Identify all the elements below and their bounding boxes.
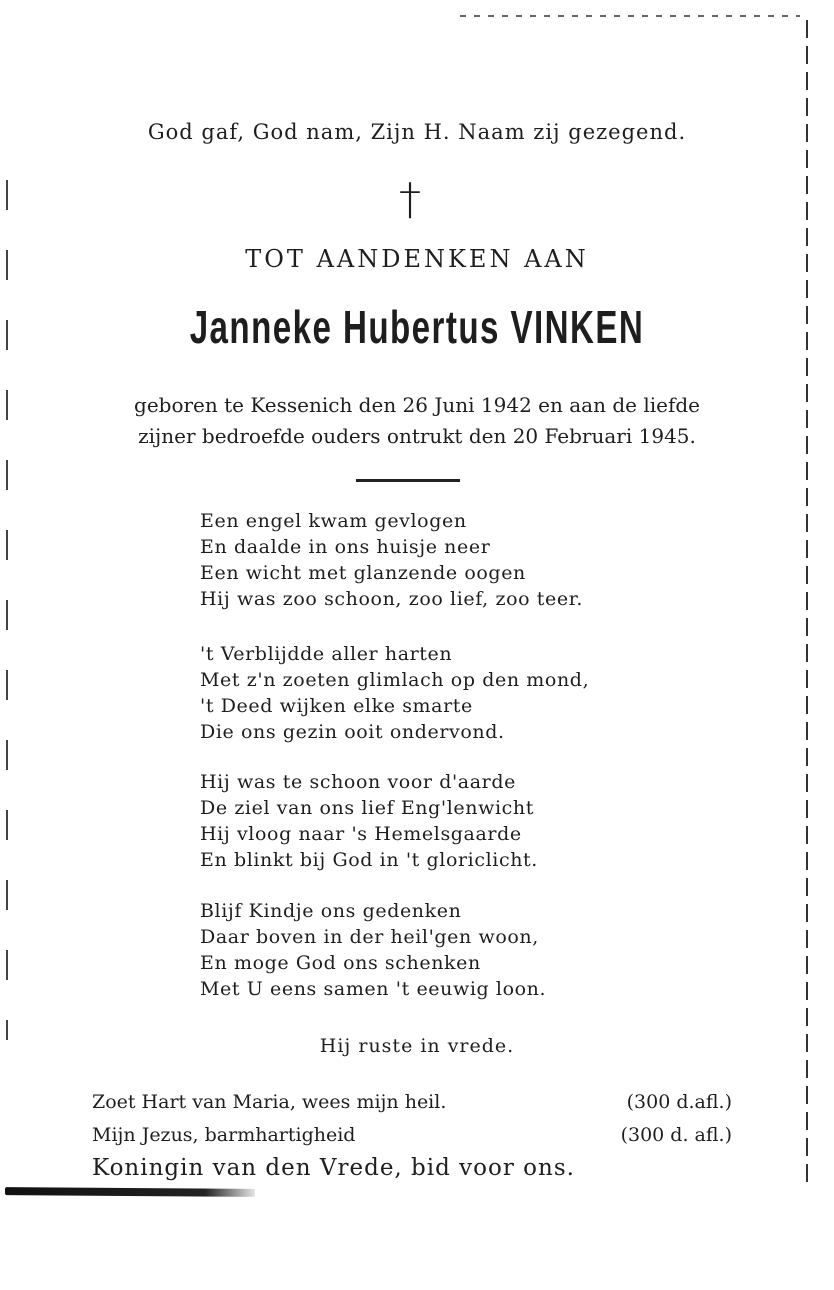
poem-line: Blijf Kindje ons gedenken (200, 900, 462, 922)
prayer-text: Zoet Hart van Maria, wees mijn heil. (92, 1091, 447, 1113)
poem-line: De ziel van ons lief Eng'lenwicht (200, 797, 534, 819)
bio-line-1: geboren te Kessenich den 26 Juni 1942 en aan de liefde (134, 393, 700, 417)
poem-line: Met U eens samen 't eeuwig loon. (200, 978, 547, 1000)
poem-line: Hij was te schoon voor d'aarde (200, 771, 516, 793)
motto: God gaf, God nam, Zijn H. Naam zij gezegend. (147, 120, 687, 144)
poem-line: En blinkt bij God in 't gloriclicht. (200, 849, 538, 871)
poem-line: En moge God ons schenken (200, 952, 481, 974)
memorial-heading: TOT AANDENKEN AAN (245, 245, 589, 273)
deceased-name: Janneke Hubertus VINKEN (189, 301, 645, 353)
poem-line: En daalde in ons huisje neer (200, 536, 491, 558)
poem-line: Een engel kwam gevlogen (200, 510, 467, 532)
poem-line: Een wicht met glanzende oogen (200, 562, 526, 584)
poem-line: 't Verblijdde aller harten (200, 643, 453, 665)
poem-stanza-3 (200, 769, 670, 873)
scan-edge-bottom (5, 1187, 255, 1197)
poem-line: 't Deed wijken elke smarte (200, 695, 473, 717)
scan-edge-left (6, 180, 8, 1040)
closing-line: Hij ruste in vrede. (319, 1035, 515, 1057)
prayer-text: Koningin van den Vrede, bid voor ons. (92, 1155, 575, 1181)
poem-line: Met z'n zoeten glimlach op den mond, (200, 669, 590, 691)
poem-stanza-4 (200, 898, 670, 1002)
scan-artifact-top (460, 15, 800, 17)
bio-line-2: zijner bedroefde ouders ontrukt den 20 Februari 1945. (138, 424, 696, 448)
prayer-text: Mijn Jezus, barmhartigheid (92, 1124, 356, 1146)
indulgence: (300 d.afl.) (626, 1091, 732, 1113)
separator-rule (356, 479, 460, 482)
cross-icon: † (399, 174, 421, 225)
poem-line: Hij was zoo schoon, zoo lief, zoo teer. (200, 588, 583, 610)
poem-line: Hij vloog naar 's Hemelsgaarde (200, 823, 522, 845)
indulgence: (300 d. afl.) (620, 1124, 732, 1146)
poem-stanza-1 (200, 508, 670, 612)
poem-line: Die ons gezin ooit ondervond. (200, 721, 505, 743)
poem-stanza-2 (200, 641, 670, 745)
poem-line: Daar boven in der heil'gen woon, (200, 926, 539, 948)
